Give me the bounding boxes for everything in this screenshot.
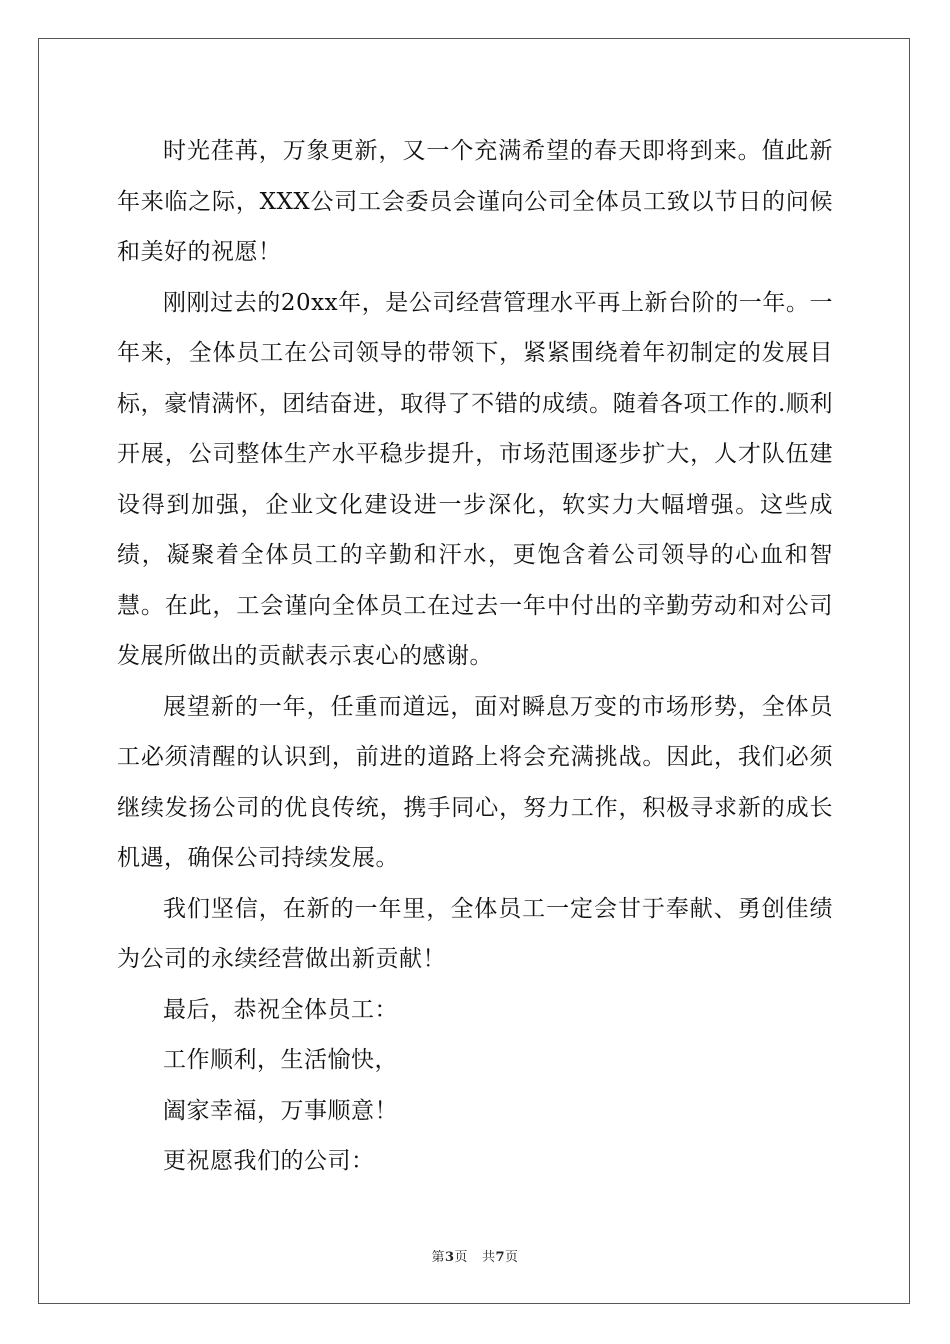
document-body (117, 126, 833, 1187)
footer-total-prefix: 共 (481, 1250, 496, 1265)
footer-total-suffix: 页 (505, 1250, 519, 1265)
footer-prefix: 第 (431, 1250, 445, 1265)
total-pages-number: 7 (495, 1250, 506, 1265)
current-page-number: 3 (444, 1250, 455, 1265)
paragraph-greeting: 时光荏苒，万象更新，又一个充满希望的春天即将到来。值此新年来临之际，XXX公司工会委员会谨向公司全体员工致以节日的问候和美好的祝愿！ (117, 138, 833, 265)
paragraph-belief: 我们坚信，在新的一年里，全体员工一定会甘于奉献、勇创佳绩为公司的永续经营做出新贡献！ (117, 895, 833, 972)
wish-company: 更祝愿我们的公司： (163, 1148, 375, 1174)
paragraph-review: 刚刚过去的20xx年，是公司经营管理水平再上新台阶的一年。一年来，全体员工在公司领导的带领下，紧紧围绕着年初制定的发展目标，豪情满怀，团结奋进，取得了不错的成绩。随着各项工作的.顺利开展，公司整体生产水平稳步提升，市场范围逐步扩大，人才队伍建设得到加强，企业文化建设进一步深化，软实力大幅增强。这些成绩，凝聚着全体员工的辛勤和汗水，更饱含着公司领导的心血和智慧。在此，工会谨向全体员工在过去一年中付出的辛勤劳动和对公司发展所做出的贡献表示衷心的感谢。 (117, 289, 833, 669)
paragraph-outlook: 展望新的一年，任重而道远，面对瞬息万变的市场形势，全体员工必须清醒的认识到，前进的道路上将会充满挑战。因此，我们必须继续发扬公司的优良传统，携手同心，努力工作，积极寻求新的成长机遇，确保公司持续发展。 (117, 693, 833, 871)
page-footer (0, 1246, 950, 1265)
footer-page-suffix: 页 (454, 1250, 469, 1265)
paragraph-closing: 最后，恭祝全体员工： (163, 996, 398, 1023)
wish-line-2: 阖家幸福，万事顺意！ (163, 1097, 398, 1124)
wish-line-1: 工作顺利，生活愉快， (163, 1047, 398, 1073)
